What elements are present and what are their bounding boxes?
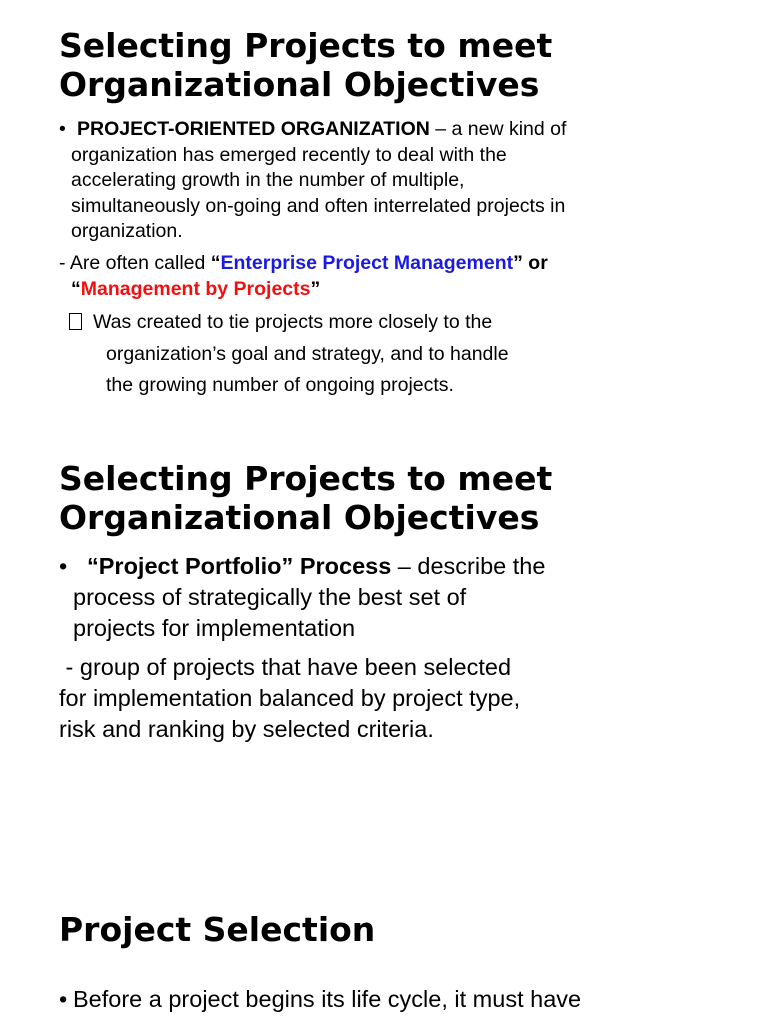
paragraph-line: - group of projects that have been selected xyxy=(59,654,512,680)
slide-3-title: Project Selection xyxy=(59,910,376,949)
paragraph-second-line xyxy=(59,277,659,303)
term-project-portfolio-process: “Project Portfolio” Process xyxy=(87,553,392,579)
paragraph-line: simultaneously on-going and often interrelated projects in xyxy=(71,194,566,217)
bullet-icon: • xyxy=(59,553,68,579)
paragraph-line: projects for implementation xyxy=(73,615,356,641)
project-oriented-organization-paragraph xyxy=(59,117,649,245)
paragraph-first-line: Before a project begins its life cycle, it must have xyxy=(73,986,582,1012)
paragraph-first-line xyxy=(59,551,545,582)
close-quote-or: ” or xyxy=(513,252,548,274)
term-description: – a new kind of xyxy=(429,118,567,140)
term-project-oriented-organization: PROJECT-ORIENTED ORGANIZATION xyxy=(77,118,430,140)
paragraph-line: Was created to tie projects more closely to the xyxy=(93,311,493,333)
paragraph-line: organization has emerged recently to deal with the xyxy=(71,143,507,166)
open-quote: “ xyxy=(71,277,81,300)
slide-2-title: Selecting Projects to meet Organizational Objectives xyxy=(59,459,553,537)
purpose-paragraph xyxy=(69,307,589,402)
group-of-projects-paragraph xyxy=(59,652,659,745)
paragraph-line: for implementation balanced by project type, xyxy=(59,685,521,711)
paragraph-line: organization. xyxy=(71,220,183,242)
paragraph-line: accelerating growth in the number of multiple, xyxy=(71,169,465,191)
paragraph-line: process of strategically the best set of xyxy=(73,584,467,610)
management-by-projects-text: Management by Projects xyxy=(80,277,311,300)
slide-1-title: Selecting Projects to meet Organizational Objectives xyxy=(59,26,553,104)
paragraph-line: the growing number of ongoing projects. xyxy=(106,374,454,396)
paragraph-first-line xyxy=(59,117,649,143)
bullet-icon: • xyxy=(59,118,66,140)
project-selection-paragraph xyxy=(59,984,699,1015)
often-called-paragraph xyxy=(59,251,659,302)
term-description: – describe the xyxy=(391,553,546,579)
close-quote: ” xyxy=(310,277,321,300)
missing-glyph-box-icon xyxy=(69,313,82,330)
bullet-icon: • xyxy=(59,986,68,1012)
paragraph-line: risk and ranking by selected criteria. xyxy=(59,716,434,742)
open-quote: “ xyxy=(210,252,221,274)
enterprise-project-management-text: Enterprise Project Management xyxy=(220,252,514,274)
project-portfolio-paragraph xyxy=(59,551,659,644)
called-prefix: - Are often called xyxy=(59,252,211,274)
paragraph-line: organization’s goal and strategy, and to handle xyxy=(106,342,509,365)
